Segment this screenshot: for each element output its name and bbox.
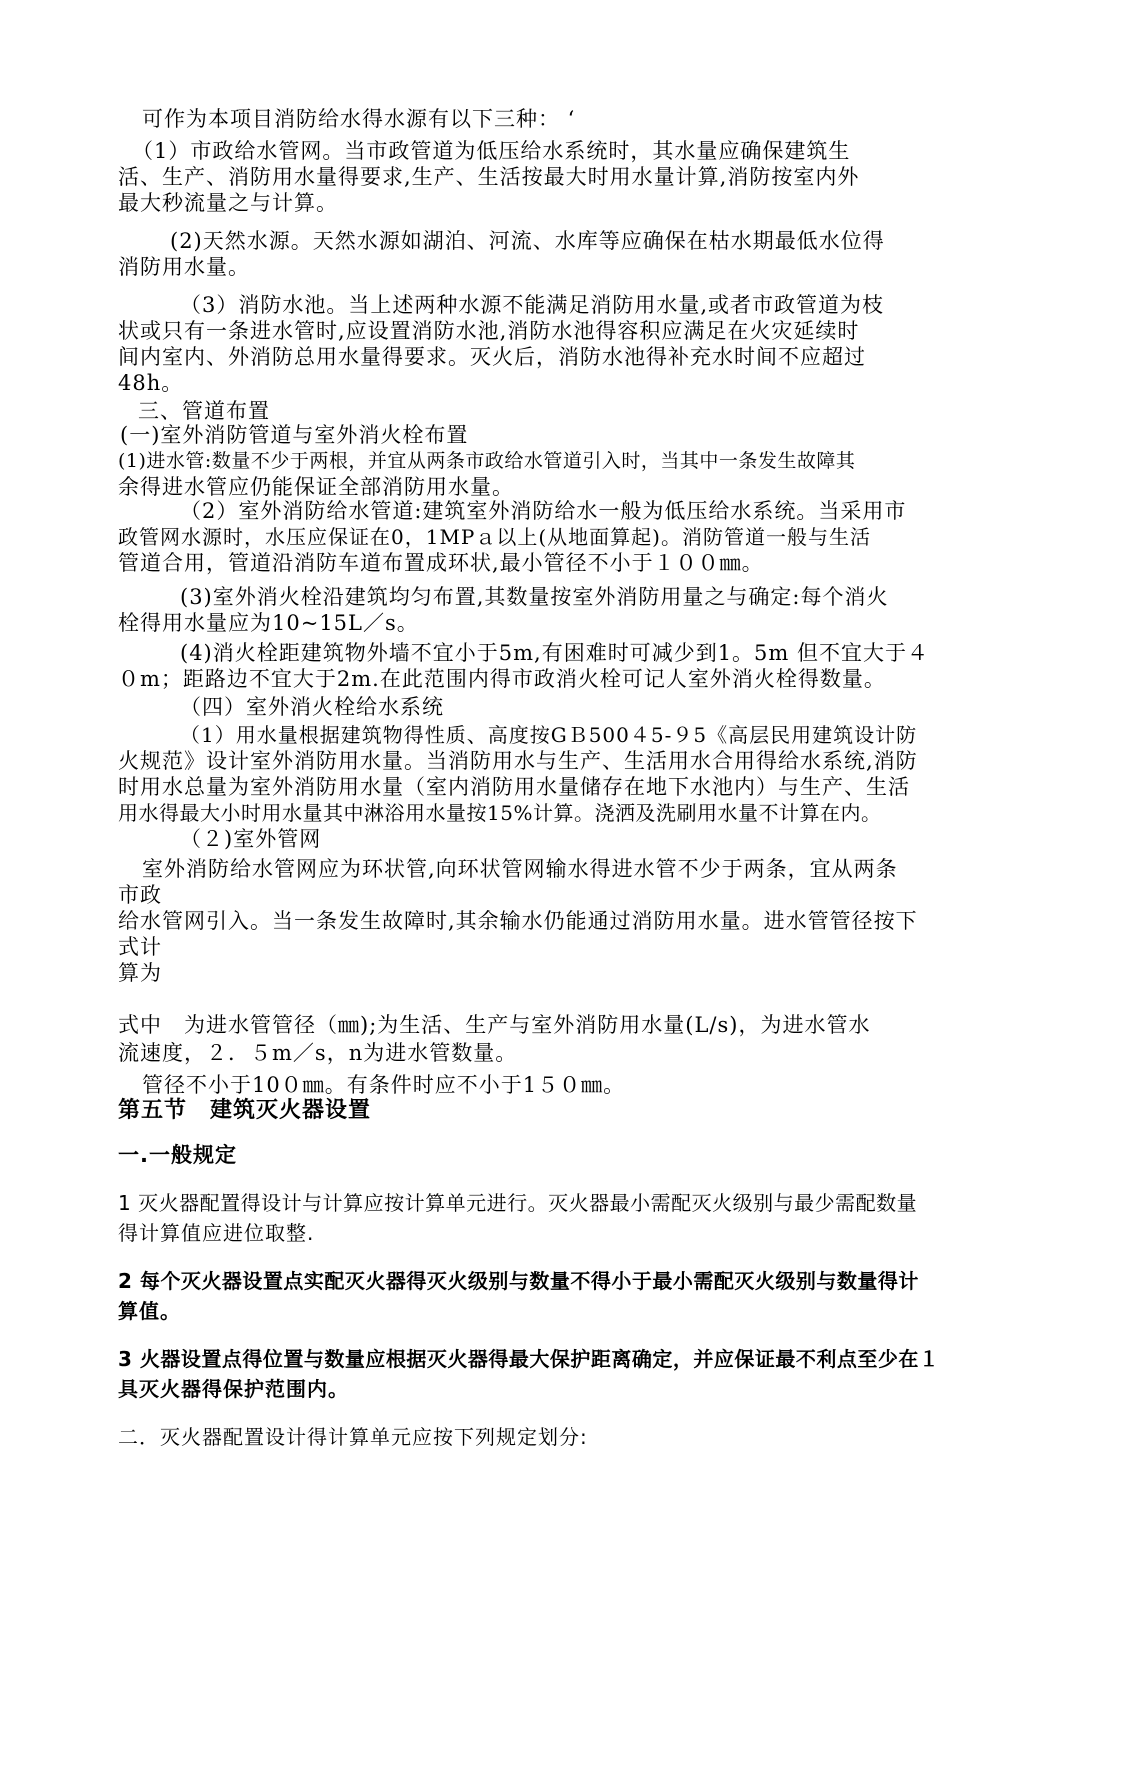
text-line: 管道合用，管道沿消防车道布置成环状,最小管径不小于１００㎜。 [118,551,764,575]
text-line: 2 每个灭火器设置点实配灭火器得灭火级别与数量不得小于最小需配灭火级别与数量得计 [118,1269,919,1293]
text-line: 可作为本项目消防给水得水源有以下三种： ‘ [142,107,576,131]
text-line: （3）消防水池。当上述两种水源不能满足消防用水量,或者市政管道为枝 [180,293,885,317]
text-line: 用水得最大小时用水量其中淋浴用水量按15%计算。浇洒及洗刷用水量不计算在内。 [118,801,882,825]
subsection-heading: (一)室外消防管道与室外消火栓布置 [120,423,469,447]
text-line: 1 灭火器配置得设计与计算应按计算单元进行。灭火器最小需配灭火级别与最少需配数量 [118,1191,918,1215]
text-line: 流速度，２．５m／s，n为进水管数量。 [118,1041,518,1065]
text-line: 消防用水量。 [118,255,250,279]
text-line: 火规范》设计室外消防用水量。当消防用水与生产、生活用水合用得给水系统,消防 [118,749,918,773]
text-line: （1）市政给水管网。当市政管道为低压给水系统时，其水量应确保建筑生 [132,139,851,163]
text-line: （1）用水量根据建筑物得性质、高度按GＢ500４5-９5《高层民用建筑设计防 [180,723,918,747]
text-line: （2）室外消防给水管道:建筑室外消防给水一般为低压给水系统。当采用市 [180,499,907,523]
text-line: 室外消防给水管网应为环状管,向环状管网输水得进水管不少于两条，宜从两条 [142,857,898,881]
text-line: (1)进水管:数量不少于两根，并宜从两条市政给水管道引入时，当其中一条发生故障其 [118,450,856,472]
text-line: 栓得用水量应为10~15L／s。 [118,611,419,635]
text-line: ０m；距路边不宜大于2m.在此范围内得市政消火栓可记人室外消火栓得数量。 [118,667,886,691]
text-line: 算为 [118,961,162,985]
subsection-heading: （四）室外消火栓给水系统 [180,695,444,719]
text-line: 算值。 [118,1299,181,1323]
text-line: （２)室外管网 [180,827,322,851]
text-line: 管径不小于10０㎜。有条件时应不小于1５０㎜。 [142,1073,626,1097]
section-heading: 三、管道布置 [138,399,270,423]
text-line: 时用水总量为室外消防用水量（室内消防用水量储存在地下水池内）与生产、生活 [118,775,910,799]
subsection-heading: 一.一般规定 [118,1143,237,1167]
text-line: 二．灭火器配置设计得计算单元应按下列规定划分: [118,1425,588,1449]
text-line: 式中 为进水管管径（㎜);为生活、生产与室外消防用水量(L/s)，为进水管水 [118,1013,871,1037]
text-line: 市政 [118,883,162,907]
text-line: 余得进水管应仍能保证全部消防用水量。 [118,475,514,499]
text-line: 最大秒流量之与计算。 [118,191,338,215]
text-line: 给水管网引入。当一条发生故障时,其余输水仍能通过消防用水量。进水管管径按下 [118,909,918,933]
section-title: 第五节 建筑灭火器设置 [118,1098,372,1123]
text-line: 具灭火器得保护范围内。 [118,1377,349,1401]
text-line: 活、生产、消防用水量得要求,生产、生活按最大时用水量计算,消防按室内外 [118,165,860,189]
text-line: (3)室外消火栓沿建筑均匀布置,其数量按室外消防用量之与确定:每个消火 [180,585,889,609]
text-line: 政管网水源时，水压应保证在0，1MPａ以上(从地面算起)。消防管道一般与生活 [118,525,871,549]
text-line: 状或只有一条进水管时,应设置消防水池,消防水池得容积应满足在火灾延续时 [118,319,860,343]
text-line: (2)天然水源。天然水源如湖泊、河流、水库等应确保在枯水期最低水位得 [170,229,885,253]
text-line: 得计算值应进位取整. [118,1221,315,1245]
text-line: 48h。 [118,371,184,395]
text-line: 间内室内、外消防总用水量得要求。灭火后，消防水池得补充水时间不应超过 [118,345,866,369]
text-line: 式计 [118,935,162,959]
text-line: 3 火器设置点得位置与数量应根据灭火器得最大保护距离确定，并应保证最不利点至少在１ [118,1347,940,1371]
text-line: (4)消火栓距建筑物外墙不宜小于5m,有困难时可减少到1。5m 但不宜大于４ [180,641,930,665]
